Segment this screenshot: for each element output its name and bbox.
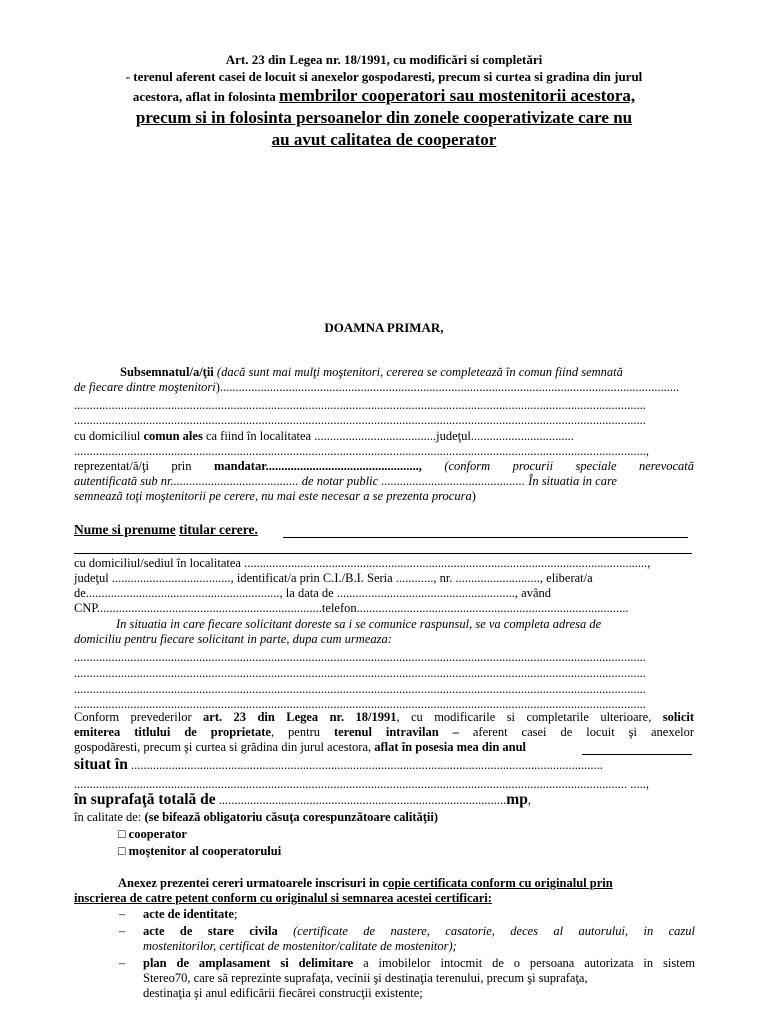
annex-intro-b: opie certificata conform cu originalul prin <box>388 876 613 890</box>
address-dots-a: ....................................................................................................................................................................................... <box>74 650 646 664</box>
petitioner-line-1 <box>74 365 694 380</box>
request-line-3 <box>74 740 694 755</box>
petitioner-domicile <box>74 429 694 444</box>
request-p3-b: aflat în posesia mea din anul <box>374 740 527 754</box>
annex-intro-1 <box>74 876 694 891</box>
petitioner-line-2 <box>74 380 694 395</box>
holder-label <box>74 522 694 537</box>
annex-item <box>143 939 695 954</box>
annex-bullet: – <box>119 956 126 970</box>
rep-pre: reprezentat/ă/ţi prin <box>74 459 192 473</box>
annex-item-bold: acte de identitate <box>143 907 234 921</box>
request-p1-d: solicit <box>662 710 695 724</box>
annex-intro-2: inscrierea de catre petent conform cu originalul si semnarea acestei certificari: <box>74 891 492 905</box>
annex-item-bold: plan de amplasament si delimitare <box>143 956 354 970</box>
rep-bold: mandatar................................................., <box>213 459 422 473</box>
holder-cnp: CNP........................................................................telefon....................................................................................... <box>74 601 629 615</box>
option-cooperator[interactable]: □ cooperator <box>118 827 187 841</box>
address-dots-b: ....................................................................................................................................................................................... <box>74 666 646 680</box>
annex-item <box>119 907 695 922</box>
quality-bold: (se bifează obligatoriu căsuţa corespunzătoare calităţii) <box>144 810 439 824</box>
area-dots: ............................................................................................ <box>218 793 507 807</box>
petitioner-note-a: (dacă sunt mai mulţi moştenitori, cererea se completează în comun fiind semnată <box>216 365 623 379</box>
quality-pre: în calitate de: <box>74 810 142 824</box>
located-line <box>74 756 694 774</box>
header-line-1: Art. 23 din Legea nr. 18/1991, cu modificări si completări <box>225 52 543 67</box>
area-end: , <box>527 793 531 807</box>
petitioner-dots-3: ....................................................................................................................................................................................... <box>74 413 646 427</box>
area-label: în suprafaţă totală de <box>74 791 216 808</box>
annex-item-bold: acte de stare civila <box>143 924 278 938</box>
holder-name-underline-2 <box>74 553 692 554</box>
request-p3-a: gospodăresti, precum şi curtea si grădina din jurul acestora, <box>74 740 372 754</box>
located-dots-2: ................................................................................................................................................................................. ....., <box>74 777 649 791</box>
petitioner-note-b: de fiecare dintre moştenitori <box>74 380 216 394</box>
petitioner-dots-1: )................................................................................................................................................... <box>215 380 680 394</box>
annex-item-text: mostenitorilor, certificat de mostenitor/calitate de mostenitor); <box>143 939 457 953</box>
petitioner-dots-4: ......................................................................................................................................................................................., <box>74 444 649 458</box>
address-note-a <box>74 617 694 632</box>
annex-bullet: – <box>119 924 126 938</box>
header-line-2 <box>70 67 698 106</box>
annex-item <box>119 956 695 971</box>
holder-county: judeţul ......................................, identificat/a prin C.I./B.I. Seria ............, nr. ..........................., eliberat/a <box>74 571 593 585</box>
address-dots-c: ....................................................................................................................................................................................... <box>74 682 646 696</box>
option-heir[interactable]: □ moştenitor al cooperatorului <box>118 844 282 858</box>
holder-label-1: Nume si prenume <box>74 522 176 537</box>
page-title: DOAMNA PRIMAR, <box>324 320 444 335</box>
quality-line <box>74 810 694 825</box>
annex-item <box>143 971 695 986</box>
annex-item <box>143 986 695 1001</box>
petitioner-label: Subsemnatul/a/ţii <box>120 365 214 379</box>
annex-item-text: destinaţia şi anul edificării fiecărei construcţii existente; <box>143 986 423 1000</box>
petitioner-rep <box>74 459 694 474</box>
located-label: situat în <box>74 756 128 773</box>
address-dots-d: ....................................................................................................................................................................................... <box>74 697 646 711</box>
header-line-2a: - terenul aferent casei de locuit si anexelor gospodaresti, precum si curtea si gradina din jurul <box>125 69 643 84</box>
header-line-2c: membrilor cooperatori sau mostenitorii acestora, <box>279 86 636 105</box>
request-line-1 <box>74 710 694 725</box>
header-line-3: precum si in folosinta persoanelor din zonele cooperativizate care nu <box>135 108 633 127</box>
request-p1-a: Conform prevederilor <box>74 710 192 724</box>
year-underline <box>582 754 692 755</box>
holder-name-underline <box>283 537 688 538</box>
rep-line-3-text: semnează toţi moştenitorii pe cerere, nu mai este necesar a se prezenta procura <box>74 489 472 503</box>
holder-date: de.............................................................., la data de ........................................................., având <box>74 586 552 600</box>
request-p2-b: , pentru <box>270 725 320 739</box>
annex-intro-a: Anexez prezentei cereri urmatoarele inscrisuri in c <box>118 876 389 890</box>
request-p1-c: , cu modificarile si completarile ulterioare, <box>396 710 652 724</box>
domicile-bold: comun ales <box>143 429 203 443</box>
request-line-2 <box>74 725 694 740</box>
header-line-2b: acestora, aflat in folosinta <box>132 89 276 104</box>
holder-domicile: cu domiciliul/sediul în localitatea ................................................................................................................................., <box>74 556 651 570</box>
rep-line-2: autentificată sub nr......................................... de notar public .............................................. În situatia in care <box>74 474 617 488</box>
header-line-4: au avut calitatea de cooperator <box>271 130 497 149</box>
address-note-b: domiciliu pentru fiecare solicitant in parte, dupa cum urmeaza: <box>74 632 392 646</box>
annex-item-text: a imobilelor intocmit de o persoana autorizata in sistem <box>353 956 695 970</box>
located-dots: ....................................................................................................................................................... <box>130 758 603 772</box>
domicile-pre: cu domiciliul <box>74 429 141 443</box>
request-p2-a: emiterea titlului de proprietate <box>74 725 271 739</box>
request-p2-c: terenul intravilan – <box>333 725 459 739</box>
petitioner-dots-2: ....................................................................................................................................................................................... <box>74 398 646 412</box>
annex-bullet: – <box>119 907 126 921</box>
area-unit: mp <box>506 791 528 808</box>
rep-note: (conform procurii speciale nerevocată <box>444 459 695 473</box>
request-p2-d: aferent casei de locuit şi anexelor <box>472 725 694 739</box>
address-note-a-text: In situatia in care fiecare solicitant doreste sa i se comunice raspunsul, se va completa adresa de <box>116 617 602 631</box>
rep-line-3-end: ) <box>471 489 476 503</box>
rep-line-3 <box>74 489 694 504</box>
annex-item-text: ; <box>233 907 238 921</box>
request-p1-b: art. 23 din Legea nr. 18/1991 <box>203 710 397 724</box>
area-line <box>74 790 694 810</box>
holder-label-2: titular cerere. <box>179 522 258 537</box>
domicile-post: ca fiind în localitatea .......................................judeţul................................. <box>205 429 574 443</box>
annex-item-text: (certificate de nastere, casatorie, deces al autorului, in cazul <box>277 924 695 938</box>
annex-item <box>119 924 695 939</box>
annex-item-text: Stereo70, care să reprezinte suprafaţa, vecinii şi destinaţia terenului, precum şi suprafaţa, <box>143 971 588 985</box>
